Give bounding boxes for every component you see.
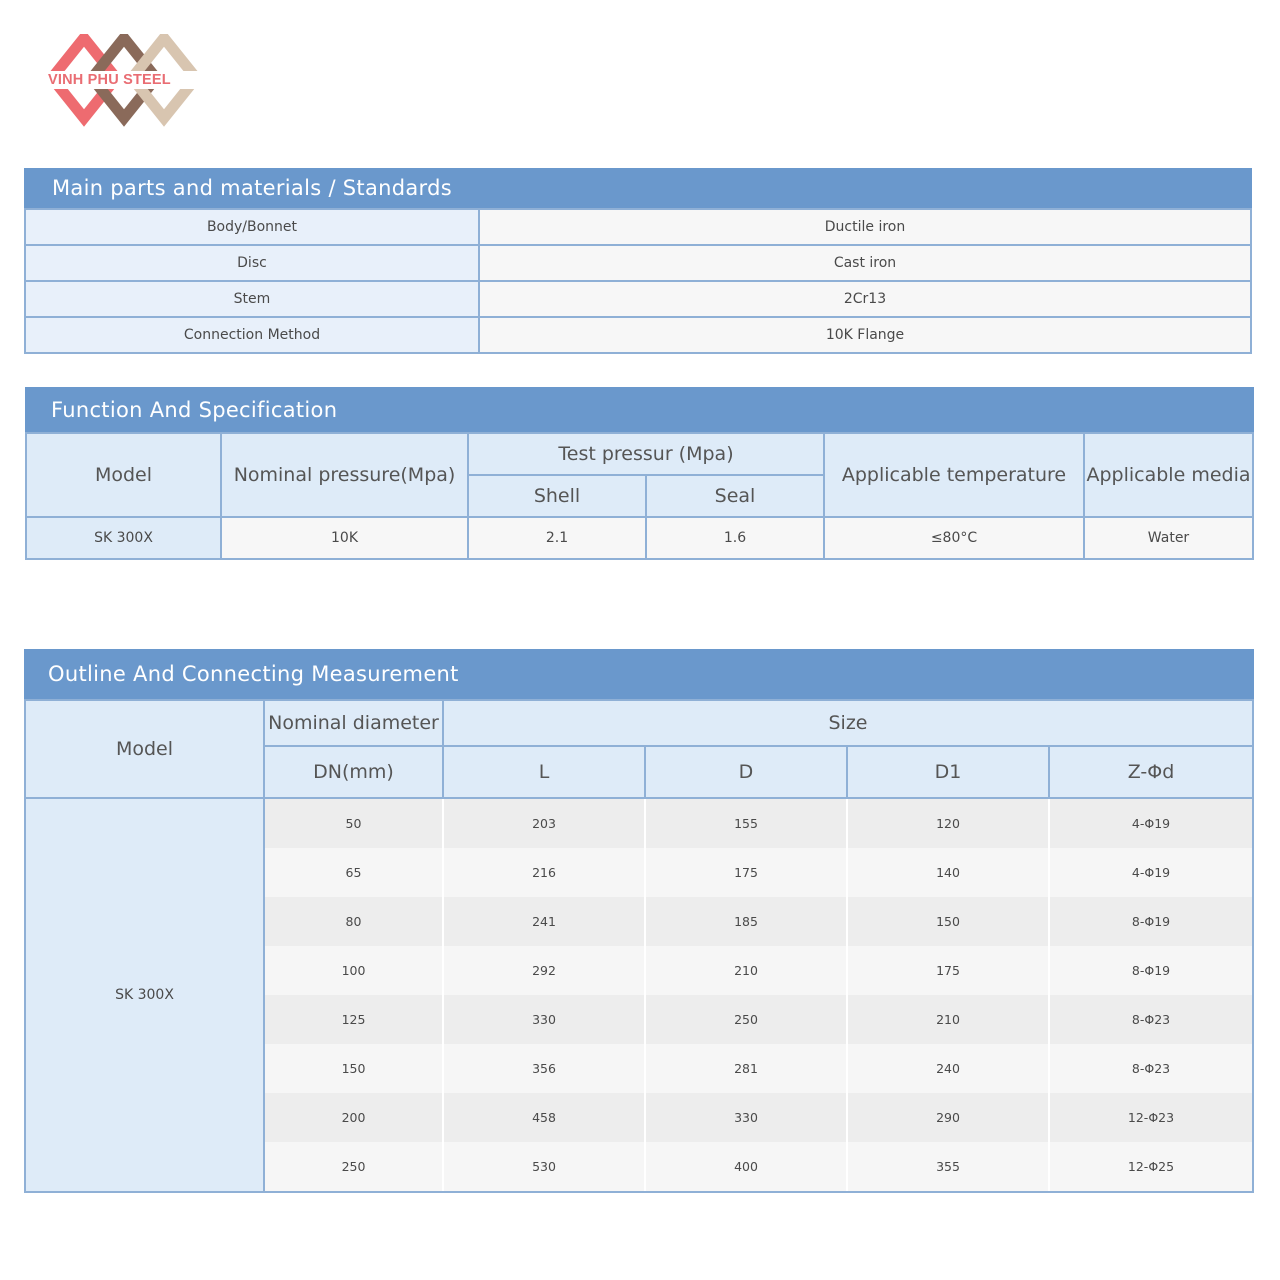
outline-cell-z: 12-Φ25 (1049, 1142, 1253, 1192)
outline-cell-z: 8-Φ19 (1049, 946, 1253, 995)
spec-header-media: Applicable media (1084, 433, 1253, 517)
outline-cell-d: 330 (645, 1093, 847, 1142)
outline-cell-l: 203 (443, 798, 645, 848)
spec-header-test-pressure: Test pressur (Mpa) (468, 433, 824, 475)
outline-cell-dn: 100 (264, 946, 443, 995)
outline-cell-dn: 80 (264, 897, 443, 946)
outline-header-model: Model (25, 700, 264, 798)
outline-cell-dn: 125 (264, 995, 443, 1044)
outline-model: SK 300X (25, 798, 264, 1192)
outline-cell-l: 216 (443, 848, 645, 897)
outline-cell-d: 250 (645, 995, 847, 1044)
spec-nominal-pressure: 10K (221, 517, 468, 559)
outline-cell-dn: 150 (264, 1044, 443, 1093)
outline-cell-z: 8-Φ23 (1049, 995, 1253, 1044)
material-value: Ductile iron (479, 209, 1251, 245)
outline-cell-d: 155 (645, 798, 847, 848)
outline-cell-d1: 140 (847, 848, 1049, 897)
material-part: Disc (25, 245, 479, 281)
spec-shell: 2.1 (468, 517, 646, 559)
spec-section (25, 387, 1254, 560)
materials-row (25, 317, 1251, 353)
outline-title: Outline And Connecting Measurement (24, 649, 1254, 699)
outline-cell-l: 356 (443, 1044, 645, 1093)
outline-section (24, 649, 1254, 1193)
outline-cell-d1: 355 (847, 1142, 1049, 1192)
outline-cell-d: 281 (645, 1044, 847, 1093)
outline-header-l: L (443, 746, 645, 798)
materials-table (24, 208, 1252, 354)
outline-row (25, 798, 1253, 848)
outline-header-z: Z-Φd (1049, 746, 1253, 798)
outline-cell-d1: 150 (847, 897, 1049, 946)
spec-header-seal: Seal (646, 475, 824, 517)
outline-cell-z: 4-Φ19 (1049, 848, 1253, 897)
outline-cell-d1: 175 (847, 946, 1049, 995)
materials-row (25, 209, 1251, 245)
material-part: Stem (25, 281, 479, 317)
outline-header-d: D (645, 746, 847, 798)
spec-row (26, 517, 1253, 559)
spec-title: Function And Specification (25, 387, 1254, 432)
spec-media: Water (1084, 517, 1253, 559)
outline-table (24, 699, 1254, 1193)
outline-cell-dn: 200 (264, 1093, 443, 1142)
outline-header-dn: DN(mm) (264, 746, 443, 798)
outline-header-d1: D1 (847, 746, 1049, 798)
material-value: 10K Flange (479, 317, 1251, 353)
outline-cell-d: 175 (645, 848, 847, 897)
materials-section (24, 168, 1252, 354)
outline-cell-dn: 50 (264, 798, 443, 848)
material-part: Body/Bonnet (25, 209, 479, 245)
spec-header-shell: Shell (468, 475, 646, 517)
outline-cell-d: 185 (645, 897, 847, 946)
outline-header-nominal-diameter: Nominal diameter (264, 700, 443, 746)
outline-cell-dn: 250 (264, 1142, 443, 1192)
spec-header-temperature: Applicable temperature (824, 433, 1084, 517)
company-logo (44, 34, 204, 134)
outline-cell-d1: 240 (847, 1044, 1049, 1093)
outline-cell-d1: 210 (847, 995, 1049, 1044)
spec-header-model: Model (26, 433, 221, 517)
spec-model: SK 300X (26, 517, 221, 559)
logo-text: VINH PHU STEEL (48, 72, 171, 88)
outline-cell-z: 4-Φ19 (1049, 798, 1253, 848)
outline-cell-l: 241 (443, 897, 645, 946)
outline-cell-z: 12-Φ23 (1049, 1093, 1253, 1142)
outline-cell-d: 210 (645, 946, 847, 995)
outline-cell-l: 292 (443, 946, 645, 995)
material-value: Cast iron (479, 245, 1251, 281)
outline-cell-z: 8-Φ23 (1049, 1044, 1253, 1093)
spec-table (25, 432, 1254, 560)
outline-cell-dn: 65 (264, 848, 443, 897)
outline-cell-d: 400 (645, 1142, 847, 1192)
outline-cell-l: 458 (443, 1093, 645, 1142)
material-part: Connection Method (25, 317, 479, 353)
outline-cell-d1: 290 (847, 1093, 1049, 1142)
outline-cell-l: 530 (443, 1142, 645, 1192)
outline-header-size: Size (443, 700, 1253, 746)
spec-temperature: ≤80°C (824, 517, 1084, 559)
outline-cell-l: 330 (443, 995, 645, 1044)
outline-cell-z: 8-Φ19 (1049, 897, 1253, 946)
materials-title: Main parts and materials / Standards (24, 168, 1252, 208)
materials-row (25, 245, 1251, 281)
materials-row (25, 281, 1251, 317)
outline-cell-d1: 120 (847, 798, 1049, 848)
spec-header-nominal-pressure: Nominal pressure(Mpa) (221, 433, 468, 517)
material-value: 2Cr13 (479, 281, 1251, 317)
spec-seal: 1.6 (646, 517, 824, 559)
